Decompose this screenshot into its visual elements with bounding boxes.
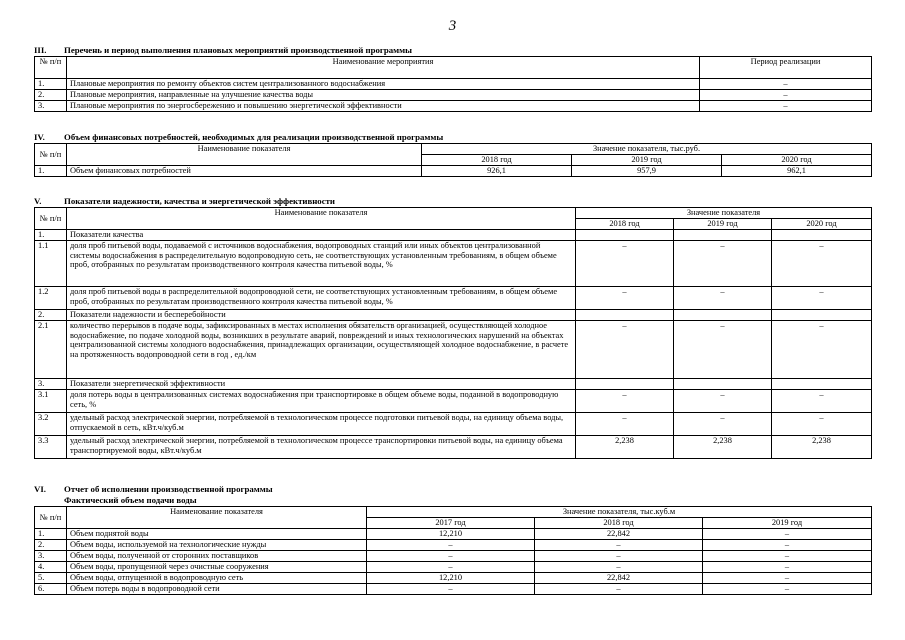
table-row: 3.2 удельный расход электрической энергии, потребляемой в технологическом процессе подготовки питьевой воды, на единицу объема воды, отпускаемой в сеть, кВт.ч/куб.м – – –	[35, 413, 872, 436]
col-header-name: Наименование показателя	[67, 507, 367, 529]
table-row: 4. Объем воды, пропущенной через очистные сооружения – – –	[35, 562, 872, 573]
table-row: 5. Объем воды, отпущенной в водопроводную сеть 12,210 22,842 –	[35, 573, 872, 584]
section-3-number: III.	[34, 45, 47, 55]
col-header-no: № п/п	[35, 507, 67, 529]
table-row: 1. Объем поднятой воды 12,210 22,842 –	[35, 529, 872, 540]
col-header-value: Значение показателя	[576, 208, 872, 219]
table-row: 1.2 доля проб питьевой воды в распределительной водопроводной сети, не соответствующих установленным требованиям, в общем объеме проб, отобранных по результатам производственного контроля качества питьевой воды, % – – –	[35, 287, 872, 310]
col-header-name: Наименование показателя	[67, 208, 576, 230]
table-row: 2. Плановые мероприятия, направленные на улучшение качества воды –	[35, 90, 872, 101]
section-4	[34, 132, 872, 177]
table-row: 1. Плановые мероприятия по ремонту объектов систем централизованного водоснабжения –	[35, 79, 872, 90]
table-row: 1. Показатели качества	[35, 230, 872, 241]
col-header-period: Период реализации	[700, 57, 872, 79]
col-header-year: 2019 год	[572, 155, 722, 166]
table-row: 6. Объем потерь воды в водопроводной сети – – –	[35, 584, 872, 595]
col-header-year: 2018 год	[576, 219, 674, 230]
col-header-year: 2018 год	[535, 518, 703, 529]
table-row: 3.3 удельный расход электрической энергии, потребляемой в технологическом процессе транспортировки питьевой воды, на единицу объема транспортируемой воды, кВт.ч/куб.м 2,238 2,238 2,238	[35, 436, 872, 459]
col-header-no: № п/п	[35, 208, 67, 230]
col-header-year: 2018 год	[422, 155, 572, 166]
section-3-table	[34, 56, 872, 112]
col-header-year: 2017 год	[367, 518, 535, 529]
col-header-year: 2019 год	[703, 518, 872, 529]
section-5-title: V. Показатели надежности, качества и энергетической эффективности	[34, 196, 335, 206]
table-row: 2. Показатели надежности и бесперебойности	[35, 310, 872, 321]
table-row: 3. Плановые мероприятия по энергосбережению и повышению энергетической эффективности –	[35, 101, 872, 112]
col-header-year: 2019 год	[674, 219, 772, 230]
section-4-title: IV. Объем финансовых потребностей, необходимых для реализации производственной программы	[34, 132, 444, 142]
table-row: 3. Объем воды, полученной от сторонних поставщиков – – –	[35, 551, 872, 562]
table-row: 1. Объем финансовых потребностей 926,1 957,9 962,1	[35, 166, 872, 177]
table-row: 1.1 доля проб питьевой воды, подаваемой с источников водоснабжения, водопроводных станций или иных объектов централизованной системы водоснабжения в распределительную водопроводную сеть, не соответствующих установленным требованиям, в общем объеме проб, отобранных по результатам производственного контроля качества питьевой воды, % – – –	[35, 241, 872, 287]
col-header-name: Наименование мероприятия	[67, 57, 700, 79]
col-header-year: 2020 год	[722, 155, 872, 166]
section-6-table	[34, 506, 872, 595]
section-5-number: V.	[34, 196, 42, 206]
col-header-no: № п/п	[35, 144, 67, 166]
section-6	[34, 484, 872, 595]
section-4-number: IV.	[34, 132, 45, 142]
col-header-name: Наименование показателя	[67, 144, 422, 166]
table-row: 3. Показатели энергетической эффективности	[35, 379, 872, 390]
col-header-value: Значение показателя, тыс.куб.м	[367, 507, 872, 518]
section-3	[34, 45, 872, 112]
table-row: 3.1 доля потерь воды в централизованных системах водоснабжения при транспортировке в общем объеме воды, поданной в водопроводную сеть, % – – –	[35, 390, 872, 413]
table-row: 2.1 количество перерывов в подаче воды, зафиксированных в местах исполнения обязательств организацией, осуществляющей холодное водоснабжение, по подаче холодной воды, возникших в результате аварий, повреждений и иных технологических нарушений на объектах централизованной системы холодного водоснабжения, принадлежащих организации, осуществляющей холодное водоснабжение, в расчете на протяженность водопроводной сети в год , ед./км – – –	[35, 321, 872, 379]
col-header-no: № п/п	[35, 57, 67, 79]
section-5	[34, 196, 872, 459]
section-6-number: VI.	[34, 484, 46, 494]
section-6-subtitle: Фактический объем подачи воды	[64, 495, 197, 505]
section-4-table	[34, 143, 872, 177]
col-header-value: Значение показателя, тыс.руб.	[422, 144, 872, 155]
page-number: 3	[448, 18, 457, 34]
section-6-title: VI. Отчет об исполнении производственной программы	[34, 484, 273, 494]
table-row: 2. Объем воды, используемой на технологические нужды – – –	[35, 540, 872, 551]
section-5-table	[34, 207, 872, 459]
col-header-year: 2020 год	[772, 219, 872, 230]
section-3-title: III. Перечень и период выполнения плановых мероприятий производственной программы	[34, 45, 413, 55]
